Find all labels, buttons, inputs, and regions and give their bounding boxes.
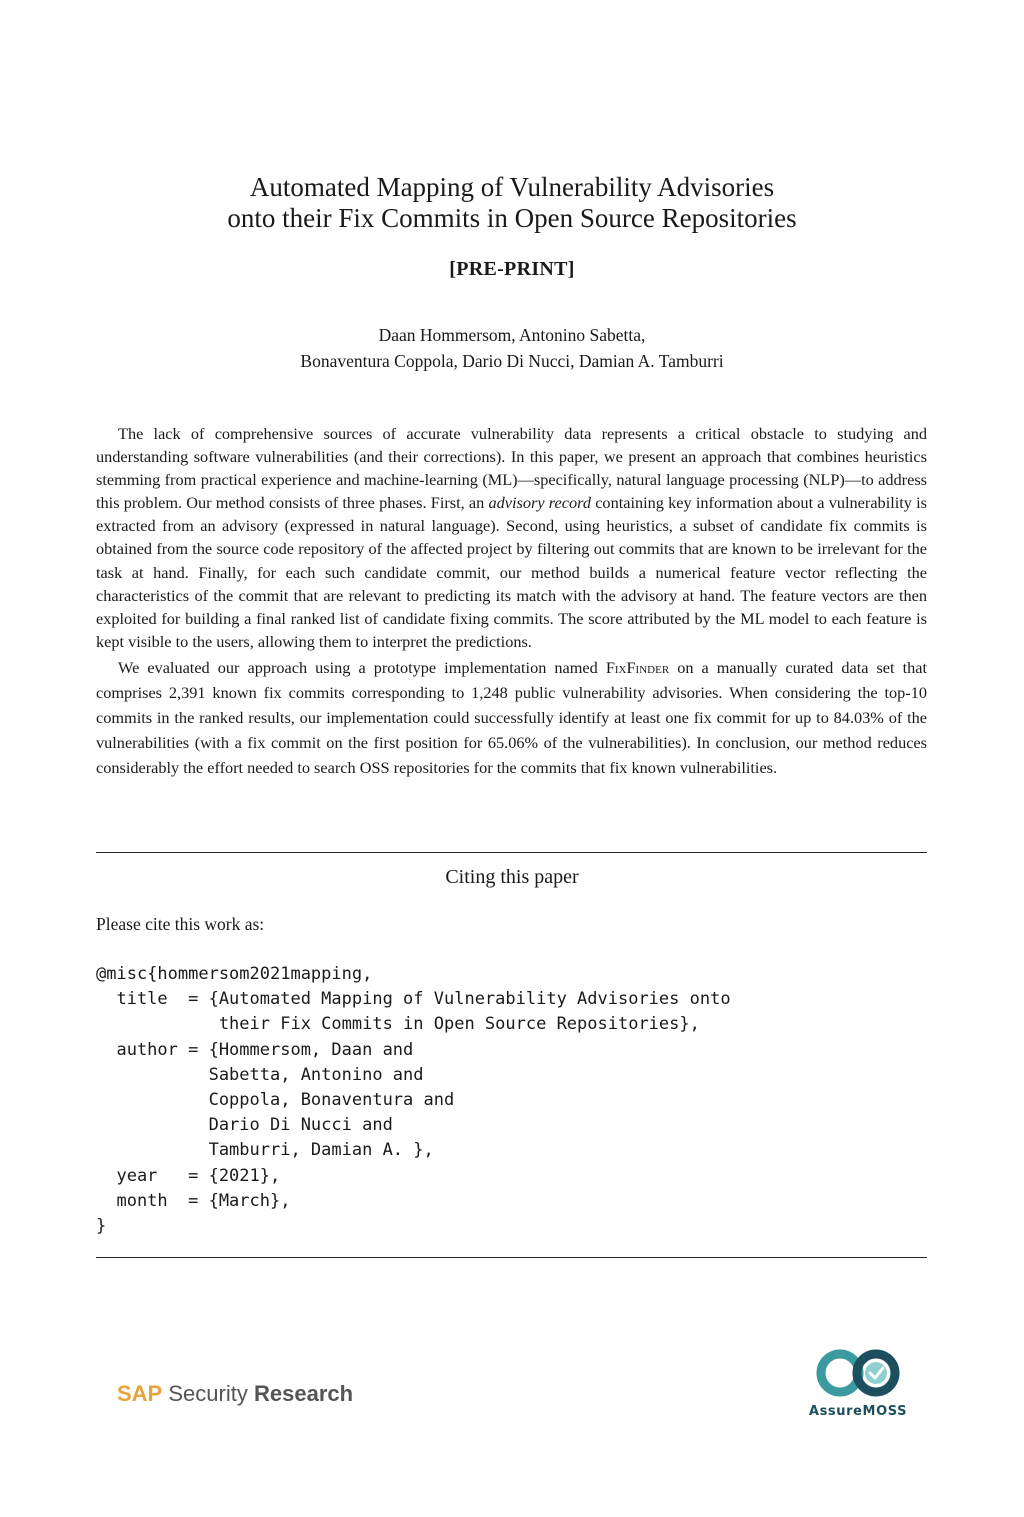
assuremoss-logo [808, 1344, 908, 1419]
abstract-p1-emphasis: advisory record [488, 493, 591, 513]
title-line-2: onto their Fix Commits in Open Source Repositories [227, 203, 797, 233]
abstract-paragraph-1 [96, 422, 927, 653]
authors-line-2: Bonaventura Coppola, Dario Di Nucci, Damian A. Tamburri [300, 351, 724, 371]
sap-research-text: Research [253, 1381, 354, 1406]
preprint-label: [PRE-PRINT] [449, 258, 575, 280]
bibtex-entry: @misc{hommersom2021mapping, title = {Automated Mapping of Vulnerability Advisories onto their Fix Commits in Open Source Repositories}, author = {Hommersom, Daan and Sabetta, Antonino and Coppola, Bonaventura and Dario Di Nucci and Tamburri, Damian A. }, year = {2021}, month = {March}, } [96, 964, 731, 1237]
abstract-p1-text-a: The lack of comprehensive sources of accurate vulnerability data represents a critical obstacle to studying and understanding software vulnerabilities (and their corrections). In this paper, we present an approach that combines heuristics stemming from practical experience and machine-learning (ML)—specifically, natural language processing (NLP)—to address this problem. Our method consists of three phases. First, an [96, 424, 927, 513]
authors-line-1: Daan Hommersom, Antonino Sabetta, [378, 325, 646, 345]
abstract [96, 422, 927, 780]
abstract-paragraph-2 [96, 655, 927, 780]
assuremoss-wordmark: AssureMOSS [808, 1404, 908, 1419]
top-divider [96, 852, 927, 853]
sap-security-text: Security [168, 1381, 248, 1406]
tool-name: FixFinder [605, 657, 670, 677]
abstract-p1-text-b: containing key information about a vulnerability is extracted from an advisory (expressed in natural language). Second, using heuristics, a subset of candidate fix commits is obtained from the source code repository of the affected project by filtering out commits that are known to be irrelevant for the task at hand. Finally, for each such candidate commit, our method builds a numerical feature vector reflecting the characteristics of the commit that are relevant to predicting its match with the advisory at hand. The feature vectors are then exploited for building a final ranked list of candidate fixing commits. The score attributed by the ML model to each feature is kept visible to the users, allowing them to interpret the predictions. [96, 493, 927, 651]
abstract-p2-text-b: on a manually curated data set that comprises 2,391 known fix commits corresponding to 1,248 public vulnerability advisories. When considering the top-10 commits in the ranked results, our implementation could successfully identify at least one fix commit for up to 84.03% of the vulnerabilities (with a fix commit on the first position for 65.06% of the vulnerabilities). In conclusion, our method reduces considerably the effort needed to search OSS repositories for the commits that fix known vulnerabilities. [96, 657, 928, 777]
sap-brand-text: SAP [117, 1381, 163, 1406]
bottom-divider [96, 1257, 927, 1258]
paper-title [0, 172, 1024, 234]
sap-security-research-logo [117, 1381, 353, 1407]
abstract-p2-text-a: We evaluated our approach using a prototype implementation named [118, 657, 606, 677]
infinity-check-icon [814, 1344, 902, 1402]
title-line-1: Automated Mapping of Vulnerability Advisories [249, 172, 775, 202]
citation-heading: Citing this paper [445, 866, 579, 888]
citation-intro: Please cite this work as: [96, 914, 265, 934]
author-list [0, 322, 1024, 374]
